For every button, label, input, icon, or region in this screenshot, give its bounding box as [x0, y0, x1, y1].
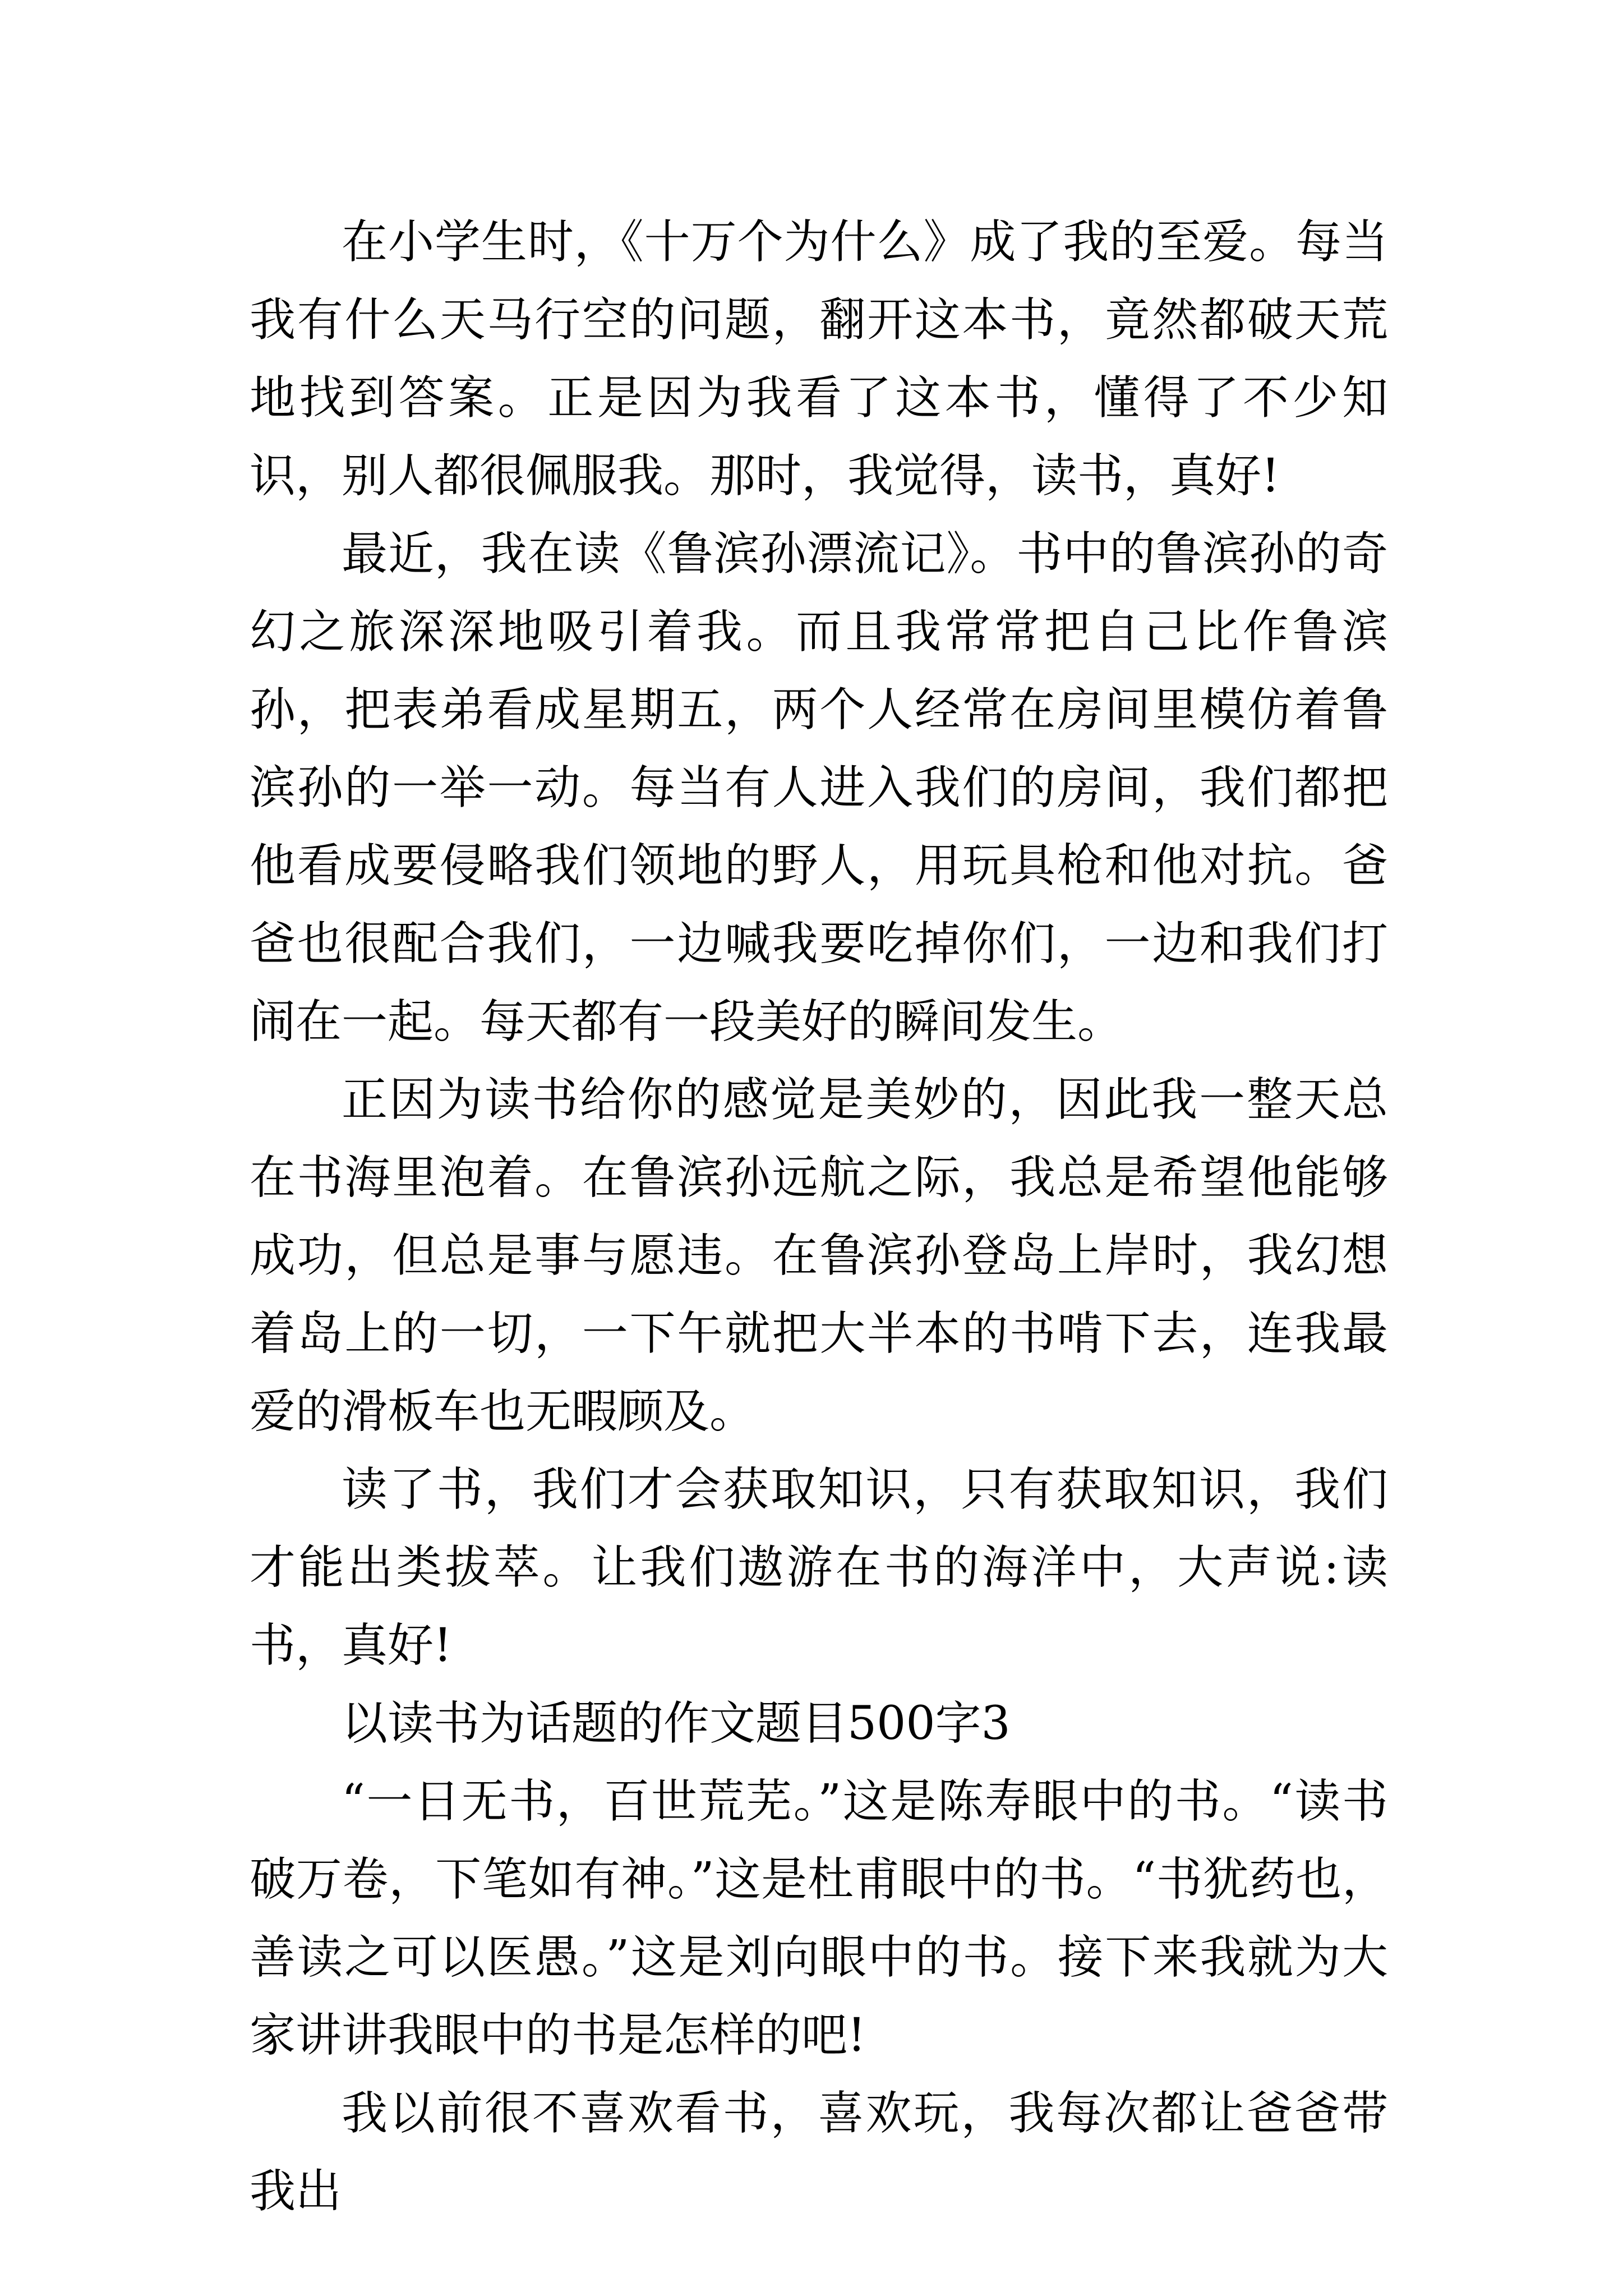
paragraph-6: 我以前很不喜欢看书，喜欢玩，我每次都让爸爸带我出 [250, 2087, 1388, 2218]
paragraph-5: “一日无书，百世荒芜。”这是陈寿眼中的书。“读书破万卷，下笔如有神。”这是杜甫眼中的书。“书犹药也，善读之可以医愚。”这是刘向眼中的书。接下来我就为大家讲讲我眼中的书是怎样的吧! [250, 1775, 1388, 2062]
section-heading: 以读书为话题的作文题目500字3 [342, 1697, 1011, 1750]
document-body [250, 203, 1388, 2230]
paragraph-3: 正因为读书给你的感觉是美妙的，因此我一整天总在书海里泡着。在鲁滨孙远航之际，我总是希望他能够成功，但总是事与愿违。在鲁滨孙登岛上岸时，我幻想着岛上的一切，一下午就把大半本的书啃下去，连我最爱的滑板车也无暇顾及。 [250, 1073, 1388, 1438]
paragraph-4: 读了书，我们才会获取知识，只有获取知识，我们才能出类拔萃。让我们遨游在书的海洋中，大声说:读书，真好! [250, 1463, 1388, 1672]
paragraph-2: 最近，我在读《鲁滨孙漂流记》。书中的鲁滨孙的奇幻之旅深深地吸引着我。而且我常常把自己比作鲁滨孙，把表弟看成星期五，两个人经常在房间里模仿着鲁滨孙的一举一动。每当有人进入我们的房间，我们都把他看成要侵略我们领地的野人，用玩具枪和他对抗。爸爸也很配合我们，一边喊我要吃掉你们，一边和我们打闹在一起。每天都有一段美好的瞬间发生。 [250, 527, 1388, 1048]
paragraph-1: 在小学生时，《十万个为什么》成了我的至爱。每当我有什么天马行空的问题，翻开这本书，竟然都破天荒地找到答案。正是因为我看了这本书，懂得了不少知识，别人都很佩服我。那时，我觉得，读书，真好! [250, 215, 1388, 503]
